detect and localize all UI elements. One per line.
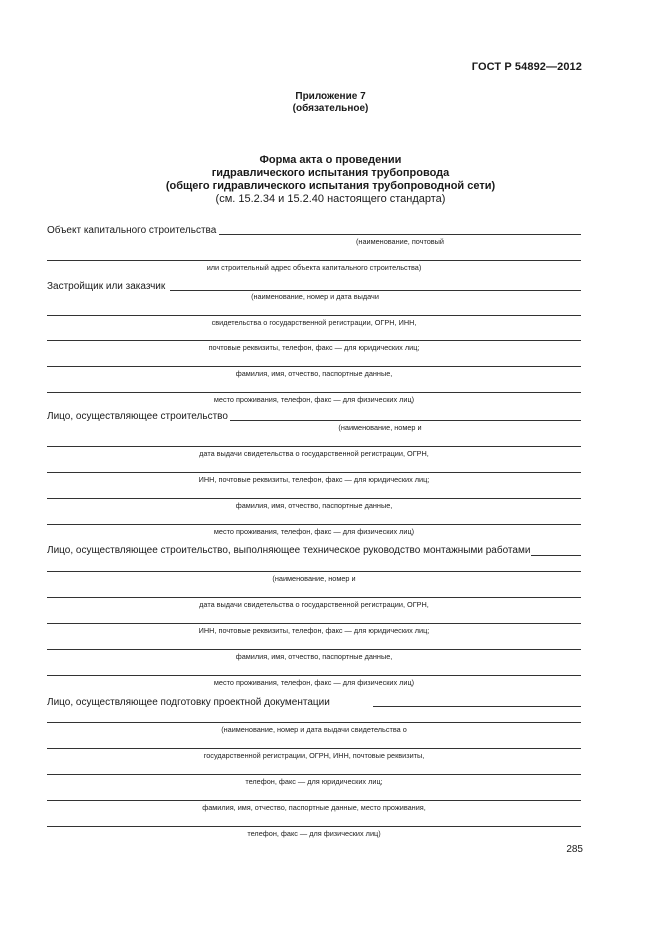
designer-caption: (наименование, номер и дата выдачи свидетельства о	[221, 725, 407, 734]
customer-caption: (наименование, номер и дата выдачи	[251, 292, 379, 301]
supervisor-caption: место проживания, телефон, факс — для физических лиц)	[213, 678, 415, 687]
object-input-line[interactable]	[219, 234, 581, 235]
supervisor-caption: фамилия, имя, отчество, паспортные данные,	[235, 652, 393, 661]
object-caption: (наименование, почтовый	[356, 237, 444, 246]
designer-caption: телефон, факс — для физических лиц)	[247, 829, 381, 838]
designer-input-line-3[interactable]	[47, 748, 581, 749]
designer-input-line-4[interactable]	[47, 774, 581, 775]
designer-caption: государственной регистрации, ОГРН, ИНН, почтовые реквизиты,	[203, 751, 425, 760]
customer-input-line-2[interactable]	[47, 315, 581, 316]
designer-caption: фамилия, имя, отчество, паспортные данные, место проживания,	[202, 803, 426, 812]
supervisor-caption: дата выдачи свидетельства о государственной регистрации, ОГРН,	[199, 600, 429, 609]
appendix-title: Приложение 7	[295, 91, 366, 102]
builder-caption: (наименование, номер и	[338, 423, 422, 432]
customer-input-line-3[interactable]	[47, 340, 581, 341]
designer-input-line-5[interactable]	[47, 800, 581, 801]
customer-caption: фамилия, имя, отчество, паспортные данные,	[235, 369, 393, 378]
supervisor-input-line[interactable]	[531, 555, 581, 556]
object-label: Объект капитального строительства	[47, 225, 217, 236]
document-id: ГОСТ Р 54892—2012	[471, 61, 582, 73]
form-title-line-1: Форма акта о проведении	[259, 154, 402, 166]
supervisor-input-line-3[interactable]	[47, 597, 581, 598]
designer-input-line-6[interactable]	[47, 826, 581, 827]
builder-input-line-2[interactable]	[47, 446, 581, 447]
customer-input-line[interactable]	[170, 290, 581, 291]
page-number: 285	[566, 844, 583, 855]
customer-caption: место проживания, телефон, факс — для физических лиц)	[213, 395, 415, 404]
form-title-line-3: (общего гидравлического испытания трубопроводной сети)	[165, 180, 496, 192]
form-title-line-4: (см. 15.2.34 и 15.2.40 настоящего стандарта)	[215, 193, 446, 205]
object-caption: или строительный адрес объекта капитального строительства)	[206, 263, 422, 272]
designer-label: Лицо, осуществляющее подготовку проектной документации	[47, 697, 330, 708]
builder-label: Лицо, осуществляющее строительство	[47, 411, 228, 422]
customer-caption: почтовые реквизиты, телефон, факс — для юридических лиц;	[208, 343, 420, 352]
customer-caption: свидетельства о государственной регистрации, ОГРН, ИНН,	[211, 318, 417, 327]
supervisor-caption: ИНН, почтовые реквизиты, телефон, факс — для юридических лиц;	[198, 626, 430, 635]
customer-input-line-5[interactable]	[47, 392, 581, 393]
object-input-line-2[interactable]	[47, 260, 581, 261]
builder-input-line-3[interactable]	[47, 472, 581, 473]
builder-input-line-5[interactable]	[47, 524, 581, 525]
designer-input-line-2[interactable]	[47, 722, 581, 723]
builder-caption: место проживания, телефон, факс — для физических лиц)	[213, 527, 415, 536]
form-title-line-2: гидравлического испытания трубопровода	[211, 167, 450, 179]
supervisor-input-line-6[interactable]	[47, 675, 581, 676]
builder-caption: дата выдачи свидетельства о государственной регистрации, ОГРН,	[199, 449, 429, 458]
appendix-status: (обязательное)	[292, 103, 369, 114]
builder-caption: фамилия, имя, отчество, паспортные данные,	[235, 501, 393, 510]
supervisor-input-line-5[interactable]	[47, 649, 581, 650]
supervisor-input-line-2[interactable]	[47, 571, 581, 572]
supervisor-input-line-4[interactable]	[47, 623, 581, 624]
builder-input-line[interactable]	[230, 420, 581, 421]
customer-input-line-4[interactable]	[47, 366, 581, 367]
supervisor-label: Лицо, осуществляющее строительство, выполняющее техническое руководство монтажными работами	[47, 545, 531, 556]
customer-label: Застройщик или заказчик	[47, 281, 166, 292]
builder-input-line-4[interactable]	[47, 498, 581, 499]
designer-input-line[interactable]	[373, 706, 581, 707]
supervisor-caption: (наименование, номер и	[272, 574, 356, 583]
builder-caption: ИНН, почтовые реквизиты, телефон, факс — для юридических лиц;	[198, 475, 430, 484]
designer-caption: телефон, факс — для юридических лиц;	[245, 777, 383, 786]
